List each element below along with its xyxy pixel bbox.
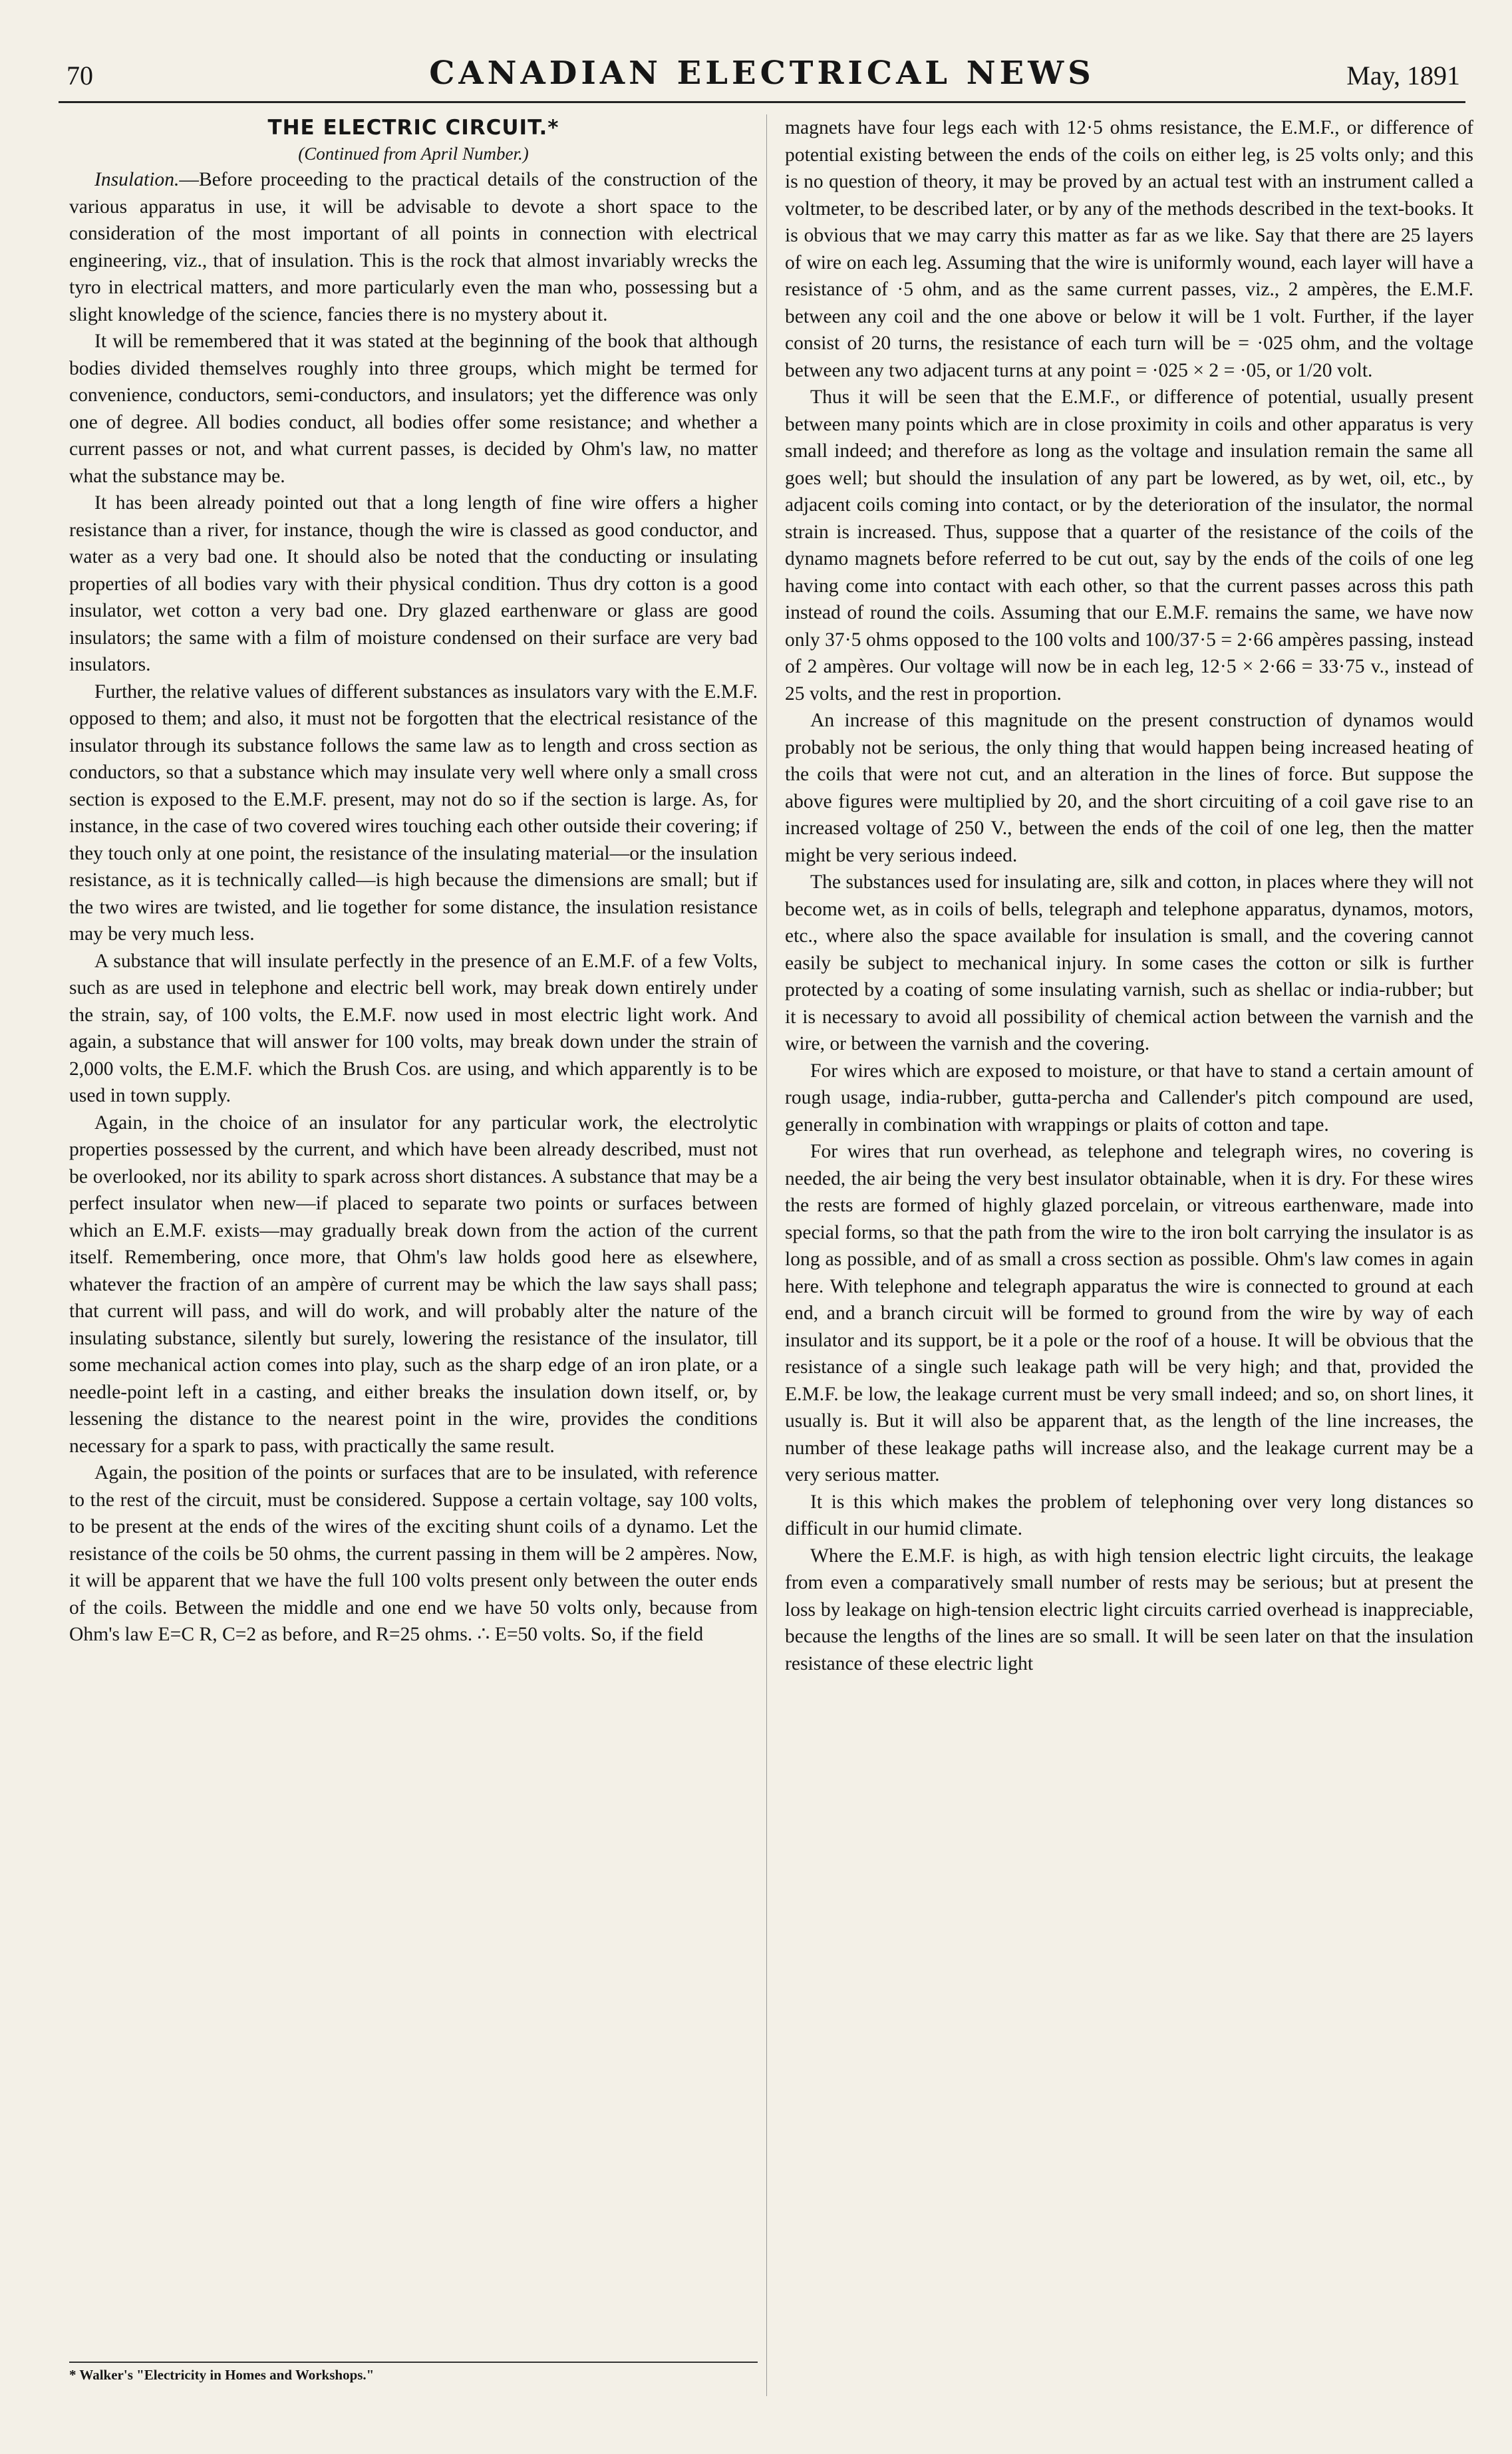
paragraph: magnets have four legs each with 12·5 ohms resistance, the E.M.F., or difference of potential existing between the ends of the coils on either leg, is 25 volts only; and this is no question of theory, it may be proved by an actual test with an instrument called a voltmeter, to be described later, or by any of the methods described in the text-books. It is obvious that we may carry this matter as far as we like. Say that there are 25 layers of wire on each leg. Assuming that the wire is uniformly wound, each layer will have a resistance of ·5 ohm, and as the same current passes, viz., 2 ampères, the E.M.F. between any coil and the one above or below it will be 1 volt. Further, if the layer consist of 20 turns, the resistance of each turn will be = ·025 ohm, and the voltage between any two adjacent turns at any point = ·025 × 2 = ·05, or 1/20 volt.: [785, 117, 1473, 381]
paragraph: For wires which are exposed to moisture, or that have to stand a certain amount of rough usage, india-rubber, gutta-percha and Callender's pitch compound are used, generally in combination with wrappings or plaits of cotton and tape.: [785, 1060, 1473, 1136]
paragraph: Again, in the choice of an insulator for any particular work, the electrolytic properties possessed by the current, and which have been already described, must not be overlooked, nor its ability to spark across short distances. A substance that may be a perfect insulator when new—if placed to separate two points or surfaces between which an E.M.F. exists—may gradually break down from the action of the current itself. Remembering, once more, that Ohm's law holds good here as elsewhere, whatever the fraction of an ampère of current may be which the law says shall pass; that current will pass, and will do work, and will probably alter the nature of the insulating substance, silently but surely, lowering the resistance of the insulator, till some mechanical action comes into play, such as the sharp edge of an iron plate, or a needle-point left in a casting, and either breaks the insulation down itself, or, by lessening the distance to the nearest point in the wire, provides the conditions necessary for a spark to pass, with practically the same result.: [69, 1112, 758, 1457]
article-title: THE ELECTRIC CIRCUIT.*: [267, 116, 559, 140]
lead-word: Insulation.: [94, 169, 180, 190]
paragraph: It will be remembered that it was stated at the beginning of the book that although bodies divided themselves roughly into three groups, which might be termed for convenience, conductors, semi-conductors, and insulators; yet the difference was only one of degree. All bodies conduct, all bodies offer some resistance; and whether a current passes or not, and what current passes, is decided by Ohm's law, no matter what the substance may be.: [69, 331, 758, 487]
paragraph: An increase of this magnitude on the present construction of dynamos would probably not be serious, the only thing that would happen being increased heating of the coils that were not cut, and an alteration in the lines of force. But suppose the above figures were multiplied by 20, and the short circuiting of a coil gave rise to an increased voltage of 250 V., between the ends of the coil of one leg, then the matter might be very serious indeed.: [785, 710, 1473, 866]
footnote: * Walker's "Electricity in Homes and Workshops.": [69, 2362, 758, 2383]
page-number: 70: [67, 61, 93, 90]
masthead: CANADIAN ELECTRICAL NEWS: [429, 55, 1095, 92]
paragraph: It has been already pointed out that a long length of fine wire offers a higher resistance than a river, for instance, though the wire is classed as good conductor, and water as a very bad one. It should also be noted that the conducting or insulating properties of all bodies vary with their physical condition. Thus dry cotton is a good insulator, wet cotton a very bad one. Dry glazed earthenware or glass are good insulators; the same with a film of moisture condensed on their surface are very bad insulators.: [69, 492, 758, 675]
paragraph: Thus it will be seen that the E.M.F., or difference of potential, usually present between many points which are in close proximity in coils and other apparatus is very small indeed; and therefore as long as the voltage and insulation remain the same all goes well; but should the insulation of any part be lowered, as by wet, oil, etc., by adjacent coils coming into contact, or by the deterioration of the insulator, the normal strain is increased. Thus, suppose that a quarter of the resistance of the coils of the dynamo magnets before referred to be cut out, say by the ends of the coils of one leg having come into contact with each other, so that the current passes across this path instead of round the coils. Assuming that our E.M.F. remains the same, we have now only 37·5 ohms opposed to the 100 volts and 100/37·5 = 2·66 ampères passing, instead of 2 ampères. Our voltage will now be in each leg, 12·5 × 2·66 = 33·75 v., instead of 25 volts, and the rest in proportion.: [785, 386, 1473, 704]
paragraph: A substance that will insulate perfectly in the presence of an E.M.F. of a few Volts, such as are used in telephone and electric bell work, may break down entirely under the strain, say, of 100 volts, the E.M.F. now used in most electric light work. And again, a substance that will answer for 100 volts, may break down under the strain of 2,000 volts, the E.M.F. which the Brush Cos. are using, and which apparently is to be used in town supply.: [69, 950, 758, 1106]
paragraph: For wires that run overhead, as telephone and telegraph wires, no covering is needed, the air being the very best insulator obtainable, when it is dry. For these wires the rests are formed of highly glazed porcelain, or vitreous earthenware, made into special forms, so that the path from the wire to the iron bolt carrying the insulator is as long as possible, and of as small a cross section as possible. Ohm's law comes in again here. With telephone and telegraph apparatus the wire is connected to ground at each end, and a branch circuit will be formed to ground from the wire by way of each insulator and its support, be it a pole or the roof of a house. It will be obvious that the resistance of a single such leakage path will be very high; and that, provided the E.M.F. be low, the leakage current must be very small indeed; and so, on short lines, it usually is. But it will also be apparent that, as the length of the line increases, the number of these leakage paths will increase also, and the leakage current may be a very serious matter.: [785, 1141, 1473, 1485]
paragraph: Again, the position of the points or surfaces that are to be insulated, with reference to the rest of the circuit, must be considered. Suppose a certain voltage, say 100 volts, to be present at the ends of the wires of the exciting shunt coils of a dynamo. Let the resistance of the coils be 50 ohms, the current passing in them will be 2 ampères. Now, it will be apparent that we have the full 100 volts present only between the outer ends of the coils. Between the middle and one end we have 50 volts only, because from Ohm's law E=C R, C=2 as before, and R=25 ohms. ∴ E=50 volts. So, if the field: [69, 1462, 758, 1645]
right-column: [785, 114, 1473, 1677]
issue-date: May, 1891: [1346, 61, 1460, 90]
paragraph: Insulation.—Before proceeding to the practical details of the construction of the various apparatus in use, it will be advisable to devote a short space to the consideration of the most important of all points in connection with electrical engineering, viz., that of insulation. This is the rock that almost invariably wrecks the tyro in electrical matters, and more particularly even the man who, possessing but a slight knowledge of the science, fancies there is no mystery about it.: [69, 169, 758, 325]
paragraph: Where the E.M.F. is high, as with high tension electric light circuits, the leakage from even a comparatively small number of rests may be serious; but at present the loss by leakage on high-tension electric light circuits carried overhead is inappreciable, because the lengths of the lines are so small. It will be seen later on that the insulation resistance of these electric light: [785, 1545, 1473, 1674]
paragraph: Further, the relative values of different substances as insulators vary with the E.M.F. opposed to them; and also, it must not be forgotten that the electrical resistance of the insulator through its substance follows the same law as to length and cross section as conductors, so that a substance which may insulate very well where only a small cross section is exposed to the E.M.F. present, may not do so if the section is large. As, for instance, in the case of two covered wires touching each other outside their covering; if they touch only at one point, the resistance of the insulating material—or the insulation resistance, as it is technically called—is high because the dimensions are small; but if the two wires are twisted, and lie together for some distance, the insulation resistance may be very much less.: [69, 681, 758, 945]
page-header: [59, 55, 1465, 103]
continued-note: (Continued from April Number.): [298, 144, 529, 164]
left-column: [69, 114, 758, 1648]
column-divider: [766, 114, 767, 2396]
paragraph: It is this which makes the problem of telephoning over very long distances so difficult in our humid climate.: [785, 1491, 1473, 1539]
paragraph: The substances used for insulating are, silk and cotton, in places where they will not become wet, as in coils of bells, telegraph and telephone apparatus, dynamos, motors, etc., where also the space available for insulation is small, and the covering cannot easily be subject to mechanical injury. In some cases the cotton or silk is further protected by a coating of some insulating varnish, such as shellac or india-rubber; but it is necessary to avoid all possibility of chemical action between the varnish and the wire, or between the varnish and the covering.: [785, 871, 1473, 1054]
